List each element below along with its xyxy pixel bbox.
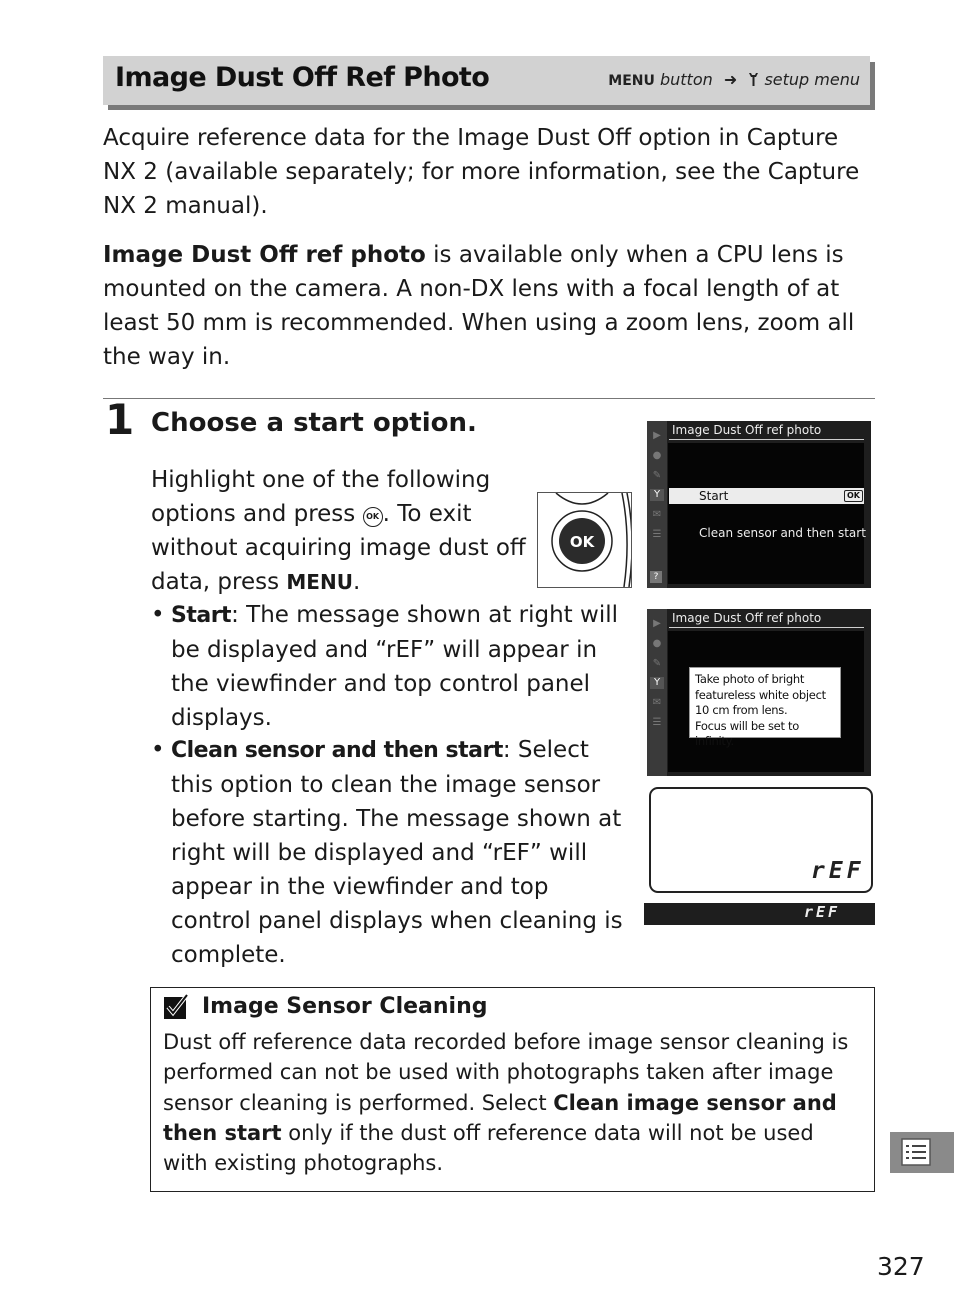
bullet-term: Clean sensor and then start: [171, 738, 503, 763]
bullet-text: : Select this option to clean the image sensor before starting. The message shown at right will be displayed and “rEF” will appear in the viewfinder and top control panel displays when cleaning is complete.: [171, 737, 623, 968]
arrow-right-icon: ➜: [723, 70, 738, 89]
screen-title: Image Dust Off ref photo: [672, 423, 822, 437]
retouch-icon: ✉: [652, 697, 662, 708]
step-text-2: . To exit without acquiring image dust off data, press: [151, 501, 526, 595]
viewfinder-ref-text: rEF: [804, 903, 841, 921]
camera-icon: ●: [652, 450, 662, 461]
caution-text-1: Dust off reference data recorded before image sensor cleaning is performed can not be used with photographs taken after image sensor cleaning is performed. Select: [163, 1030, 849, 1115]
ok-button-illustration: [537, 492, 632, 588]
message-screen: [647, 609, 871, 776]
checkmark-icon: [163, 994, 189, 1020]
step-text-1: Highlight one of the following options and press: [151, 467, 491, 527]
pencil-icon: ✎: [652, 470, 662, 481]
menu-sidebar: [647, 421, 667, 588]
screen-body: [668, 443, 864, 584]
ok-button-glyph: OK: [363, 507, 383, 527]
message-text: Take photo of bright featureless white object 10 cm from lens. Focus will be set to infinity.: [695, 672, 826, 748]
multi-selector-icon: [538, 493, 631, 587]
ok-button-label: OK: [569, 533, 595, 551]
camera-icon: ●: [652, 638, 662, 649]
pencil-icon: ✎: [652, 658, 662, 669]
menu-button-glyph: MENU: [286, 570, 353, 594]
bullet-dot: •: [151, 602, 165, 628]
caution-text-2: only if the dust off reference data will not be used with existing photographs.: [163, 1120, 814, 1176]
availability-paragraph: [103, 238, 878, 374]
my-menu-icon: ☰: [652, 717, 662, 728]
bullet-term: Start: [171, 603, 232, 628]
crumb-menu-label: setup menu: [764, 70, 860, 89]
screen-title-rule: [669, 627, 864, 628]
page-number: 327: [877, 1252, 925, 1281]
menu-item-start[interactable]: Start: [699, 489, 729, 503]
screen-title-rule: [669, 439, 864, 440]
playback-icon: ▶: [653, 430, 661, 441]
step-number: 1: [105, 395, 135, 444]
menu-sidebar: [647, 609, 667, 776]
retouch-icon: ✉: [652, 509, 662, 520]
menu-button-glyph: MENU: [608, 73, 655, 89]
bullet-dot: •: [151, 737, 165, 763]
my-menu-icon: ☰: [652, 529, 662, 540]
intro-paragraph: Acquire reference data for the Image Dust Off option in Capture NX 2 (available separately; for more information, see the Capture NX 2 manual).: [103, 125, 860, 219]
wrench-icon: Y: [650, 489, 664, 501]
caution-bold: Clean image sensor and then start: [163, 1090, 837, 1145]
menu-breadcrumb: [608, 70, 860, 89]
wrench-icon: Y: [650, 677, 664, 689]
step-title: Choose a start option.: [151, 408, 477, 438]
note-bold: Image Dust Off ref photo: [103, 242, 426, 268]
bullet-text: : The message shown at right will be displayed and “rEF” will appear in the viewfinder and top control panel displays.: [171, 602, 618, 731]
chapter-tab: [890, 1132, 954, 1173]
screen-title: Image Dust Off ref photo: [672, 611, 822, 625]
caution-title: Image Sensor Cleaning: [202, 994, 488, 1019]
menu-item-clean-sensor[interactable]: Clean sensor and then start: [699, 526, 866, 540]
viewfinder-display: [644, 903, 875, 925]
help-icon: ?: [650, 571, 662, 583]
section-divider: [103, 398, 875, 399]
step-text-3: .: [352, 569, 361, 595]
caution-text: [163, 1027, 863, 1178]
crumb-button-label: button: [659, 70, 713, 89]
setup-menu-screen: [647, 421, 871, 588]
note-text: is available only when a CPU lens is mounted on the camera. A non-DX lens with a focal length of at least 50 mm is recommended. When using a zoom lens, zoom all the way in.: [103, 242, 855, 370]
page-title: Image Dust Off Ref Photo: [115, 62, 490, 93]
step-instructions: [151, 463, 531, 599]
control-panel-ref-text: rEF: [811, 858, 865, 884]
ok-icon: OK: [844, 490, 863, 502]
menu-list-icon: [890, 1132, 954, 1173]
wrench-icon: [748, 72, 759, 87]
playback-icon: ▶: [653, 618, 661, 629]
